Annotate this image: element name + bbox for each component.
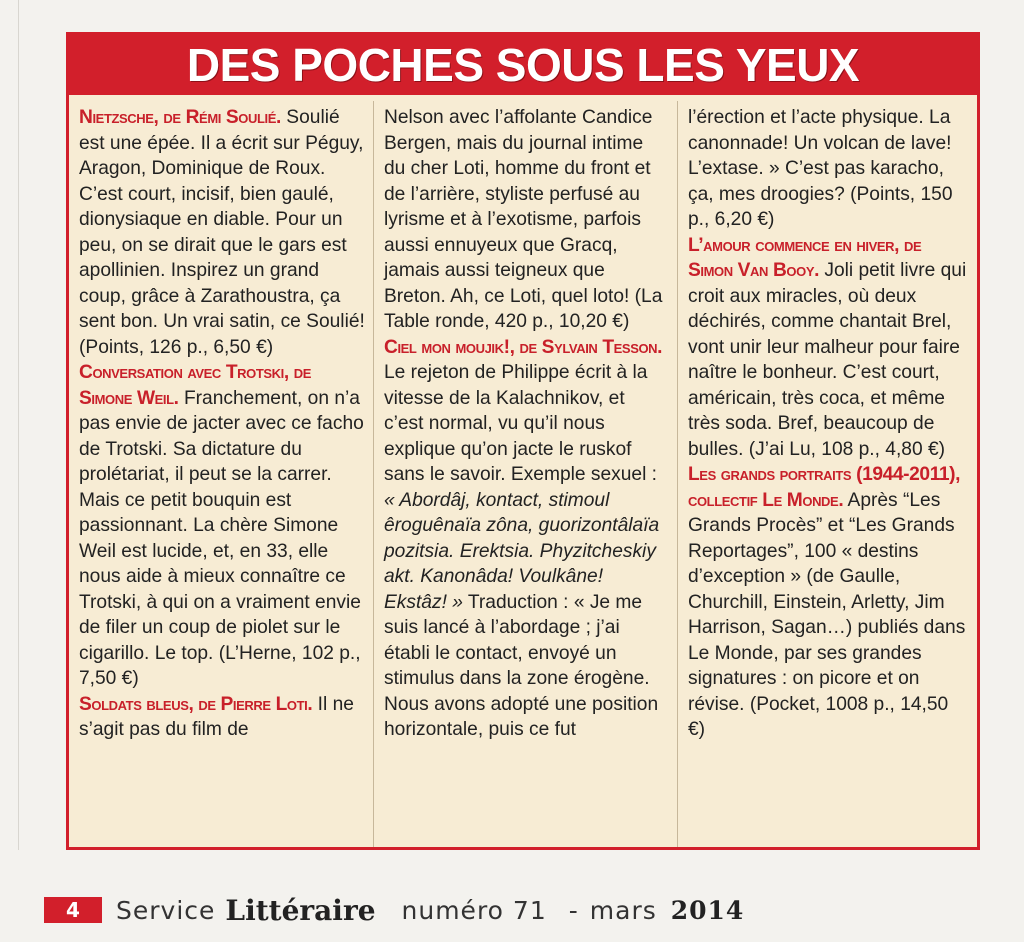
publication-name-litteraire: Littéraire (225, 893, 376, 927)
column-3 (677, 101, 977, 847)
review-text: Après “Les Grands Procès” et “Les Grands Reportages”, 100 « destins d’exception » (de Gaulle, Churchill, Einstein, Arletty, Jim Harrison, Sagan…) publiés dans Le Monde, par ses grandes signatures : on picore et on révise. (Pocket, 1008 p., 14,50 €) (687, 489, 966, 740)
review-text: Joli petit livre qui croit aux miracles, où deux déchirés, comme chantait Brel, vont unir leur malheur pour faire naître le bonheur. C’est court, américain, très coca, et même très soda. Bref, beaucoup de bulles. (J’ai Lu, 108 p., 4,80 €) (687, 260, 967, 460)
review-author: de Pierre Loti. (193, 693, 313, 715)
review-title: L’amour commence en hiver, (687, 234, 900, 256)
review-title: Conversation avec Trotski, (79, 362, 289, 383)
page-number: 4 (44, 897, 102, 923)
column-1 (69, 101, 373, 847)
review-author: de Simone Weil. (79, 362, 312, 409)
review-author: de Sylvain Tesson. (514, 336, 663, 358)
article-box (66, 32, 980, 850)
review-text: Traduction : « Je me suis lancé à l’abordage ; j’ai établi le contact, envoyé un stimulus dans la zone érogène. Nous avons adopté une position horizontale, puis ce fut (383, 591, 659, 740)
review-text: l’érection et l’acte physique. La canonnade! Un volcan de lave! L’extase. » C’est pas karacho, ça, mes droogies? (Points, 150 p., 6,20 €) (687, 107, 953, 230)
review-text: Nelson avec l’affolante Candice Bergen, mais du journal intime du cher Loti, homme du front et de l’arrière, styliste perfusé au lyrisme et à l’exotisme, parfois aussi ennuyeux que Gracq, jamais aussi teigneux que Breton. Ah, ce Loti, quel loto! (La Table ronde, 420 p., 10,20 €) (383, 107, 663, 332)
page-edge-line (18, 0, 19, 850)
review-title: Soldats bleus, (79, 693, 194, 715)
issue-number: numéro 71 (401, 895, 547, 925)
issue-year: 2014 (670, 895, 745, 925)
article-title: DES POCHES SOUS LES YEUX (186, 39, 860, 91)
review-text: Franchement, on n’a pas envie de jacter avec ce facho de Trotski. Sa dictature du prolétariat, il peut se la carrer. Mais ce petit bouquin est passionnant. La chère Simone Weil est lucide, et, en 33, elle nous aide à mieux connaître ce Trotski, à qui on a vraiment envie de filer un coup de piolet sur le cigarillo. Le top. (L’Herne, 102 p., 7,50 €) (79, 387, 364, 689)
issue-month: mars (589, 895, 657, 925)
publication-name-service: Service (116, 895, 216, 925)
page-footer (44, 895, 744, 925)
review-title: Nietzsche, (79, 107, 159, 128)
article-columns (69, 101, 977, 847)
footer-separator: - (568, 895, 578, 925)
review-author: de Rémi Soulié. (158, 107, 281, 128)
review-author: collectif Le Monde. (687, 489, 844, 511)
review-title: Ciel mon moujik!, (383, 336, 515, 358)
review-text: Soulié est une épée. Il a écrit sur Péguy, Aragon, Dominique de Roux. C’est court, incisif, bien gaulé, dionysiaque en diable. Pour un peu, on se dirait que le gars est apollinien. Inspirez un grand coup, grâce à Zarathoustra, ça sent bon. Un vrai satin, ce Soulié! (Points, 126 p., 6,50 €) (79, 107, 365, 358)
review-text: Il ne s’agit pas du film de (79, 693, 354, 740)
review-quote: « Abordâj, kontact, stimoul êroguênaïa zôna, guorizontâlaïa pozitsia. Erektsia. Phyzitcheskiy akt. Kanonâda! Voulkâne! Ekstâz! » (383, 489, 660, 613)
review-text: Le rejeton de Philippe écrit à la vitesse de la Kalachnikov, et c’est normal, vu qu’il nous explique qu’on jacte le ruskof sans le savoir. Exemple sexuel : (383, 362, 658, 485)
article-header (69, 35, 977, 95)
review-title: Les grands portraits (1944-2011), (687, 464, 961, 485)
review-author: de Simon Van Booy. (687, 234, 922, 281)
column-2 (373, 101, 677, 847)
